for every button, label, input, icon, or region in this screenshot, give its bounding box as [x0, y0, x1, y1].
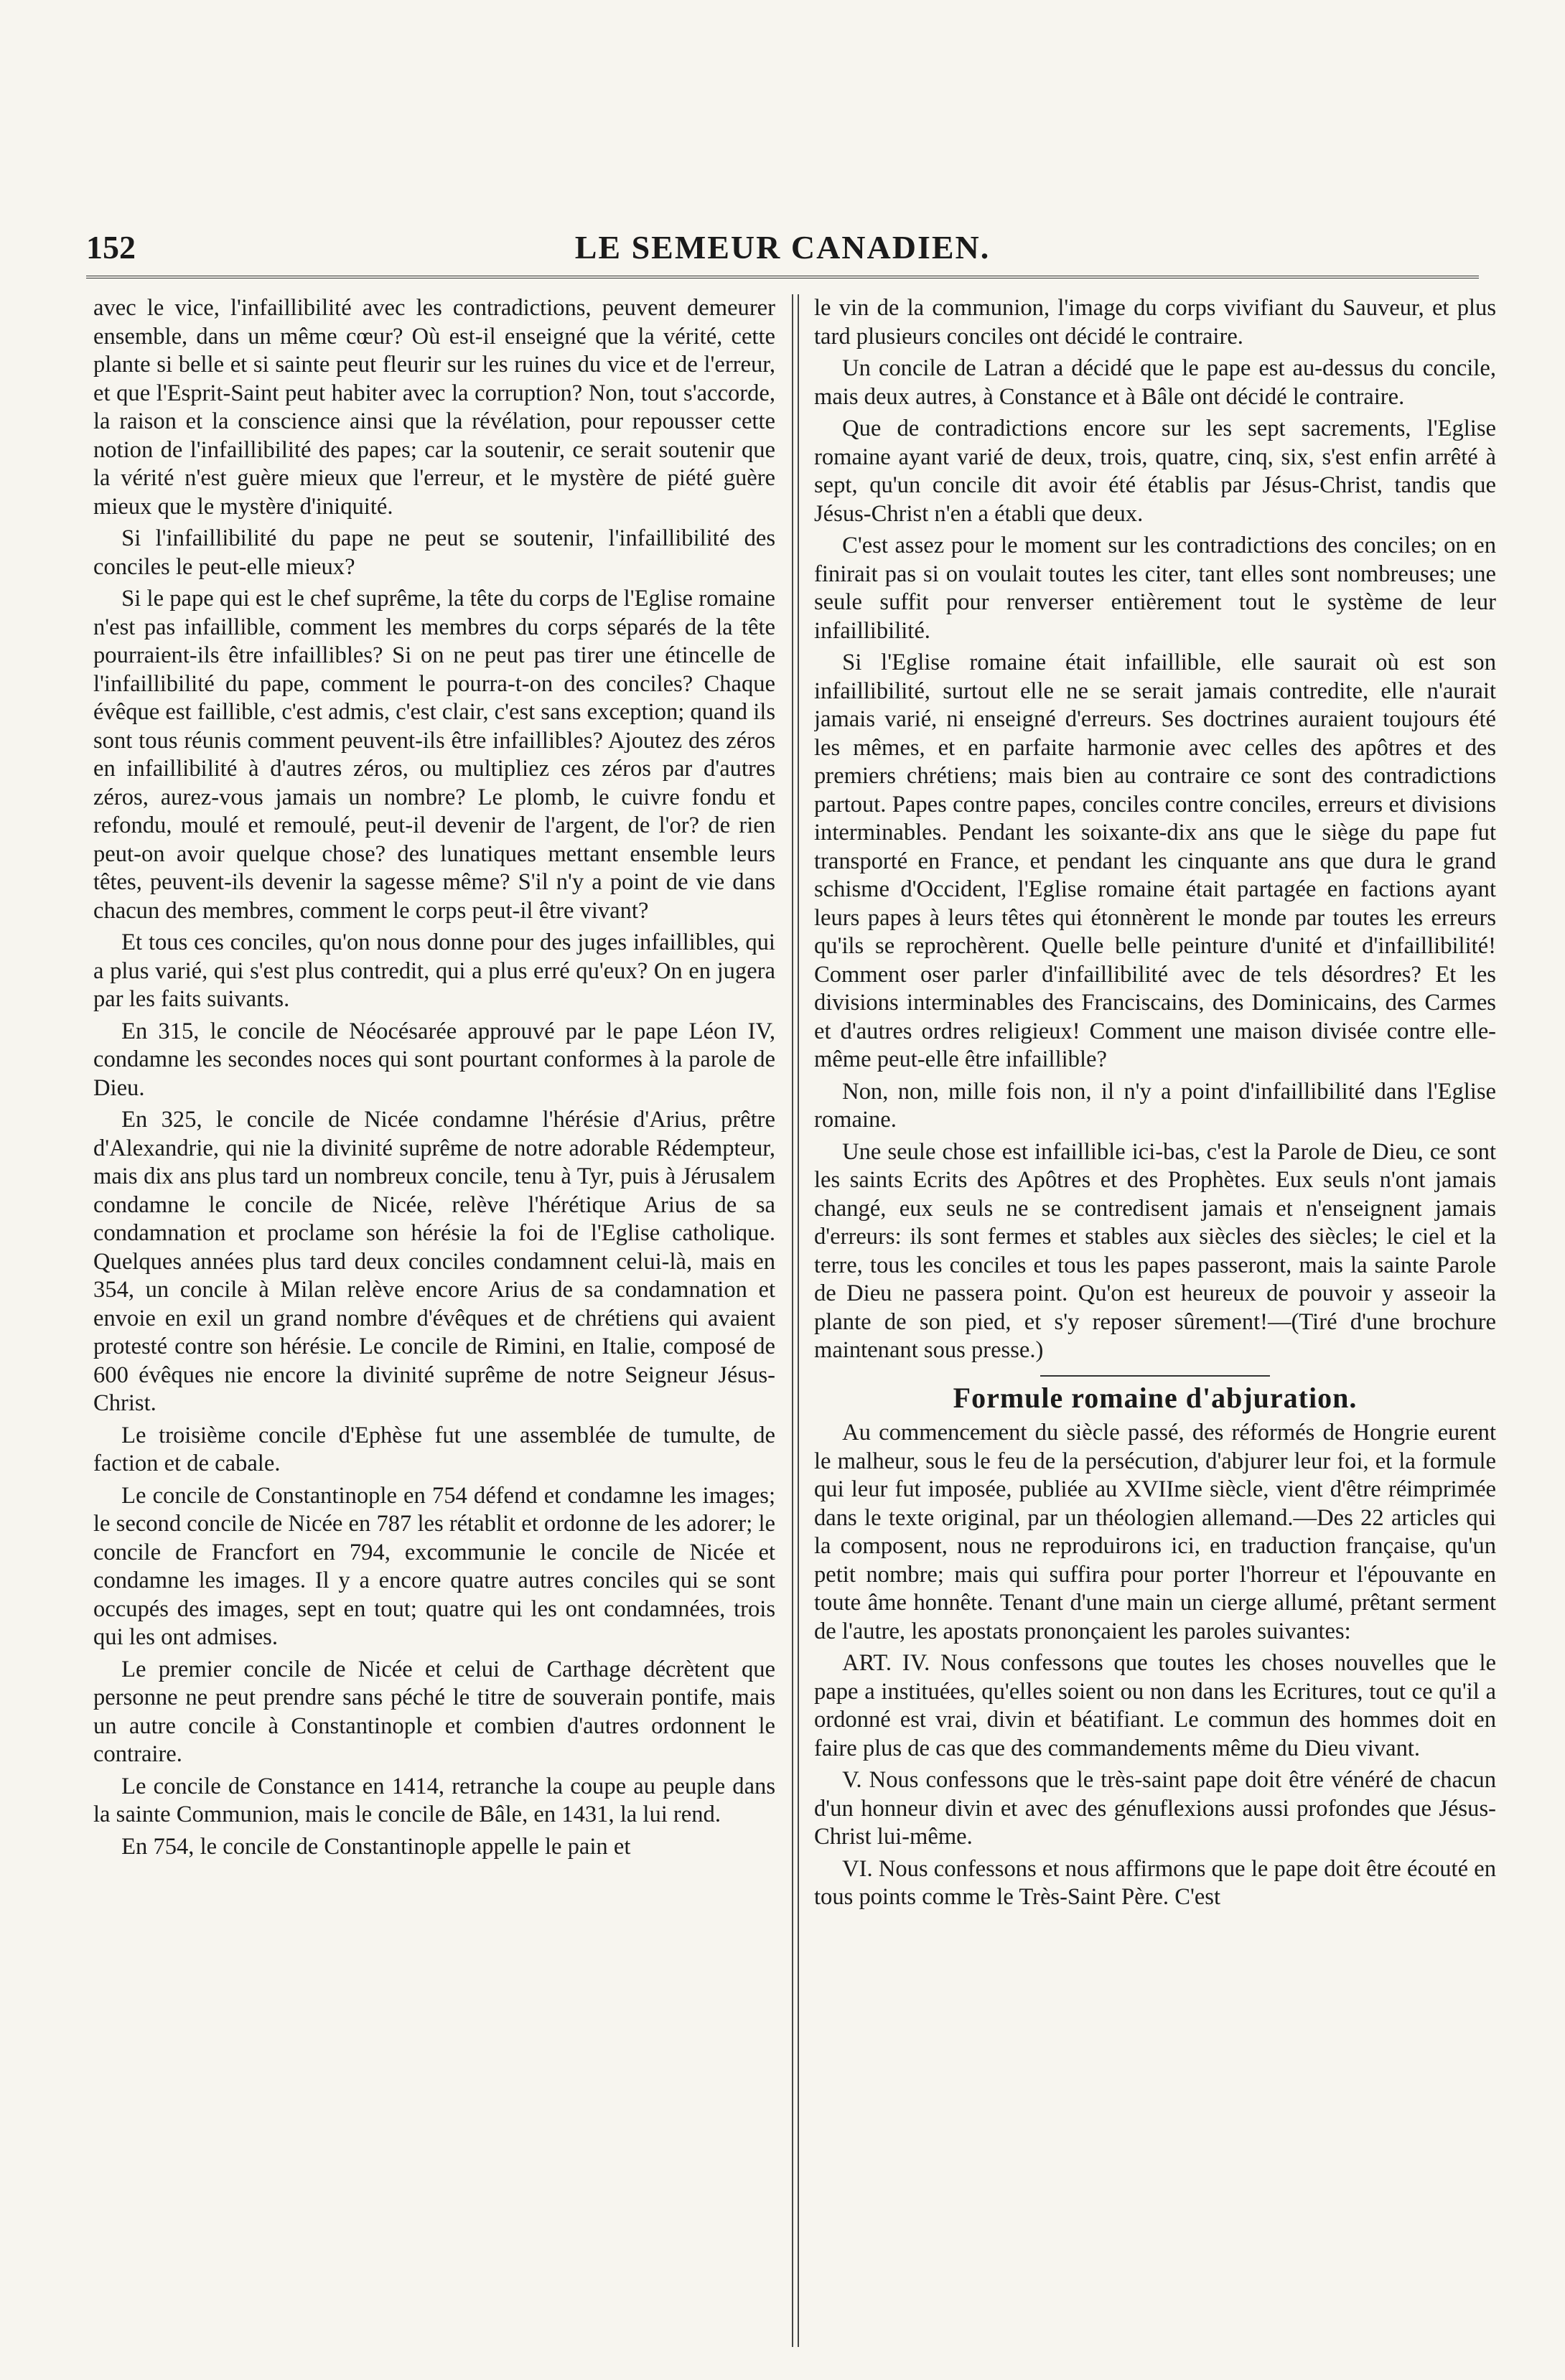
paragraph: Et tous ces conciles, qu'on nous donne pour des juges infaillibles, qui a plus varié, qui s'est plus contredit, qui a plus erré qu'eux? On en jugera par les faits suivants.: [93, 929, 775, 1012]
paragraph: VI. Nous confessons et nous affirmons que le pape doit être écouté en tous points comme le Très-Saint Père. C'est: [814, 1855, 1496, 1910]
paragraph: Si le pape qui est le chef suprême, la tête du corps de l'Eglise romaine n'est pas infaillible, comment les membres du corps séparés de la tête pourraient-ils être infaillibles? Si on ne peut pas tirer une étincelle de l'infaillibilité du pape, comment le pourra-t-on des conciles? Chaque évêque est faillible, c'est admis, c'est clair, c'est sans exception; quand ils sont tous réunis comment peuvent-ils être infaillibles? Ajoutez des zéros en infaillibilité à d'autres zéros, ou multipliez ces zéros par d'autres zéros, aurez-vous jamais un nombre? Le plomb, le cuivre fondu et refondu, moulé et remoulé, peut-il devenir de l'argent, de l'or? de rien peut-on avoir quelque chose? des lunatiques mettant ensemble leurs têtes, peuvent-ils devenir la sagesse même? S'il n'y a point de vie dans chacun des membres, comment le corps peut-il être vivant?: [93, 586, 775, 924]
page-header: [86, 228, 1479, 276]
paragraph: Une seule chose est infaillible ici-bas, c'est la Parole de Dieu, ce sont les saints Ecrits des Apôtres et des Prophètes. Eux seuls n'ont jamais changé, eux seuls ne se contredisent jamais et n'enseignent jamais d'erreurs: ils sont fermes et stables aux siècles des siècles; le ciel et la terre, tous les conciles et tous les papes passeront, mais la sainte Parole de Dieu ne passera point. Qu'on est heureux de pouvoir y asseoir la plante de son pied, et s'y reposer sûrement!—(Tiré d'une brochure maintenant sous presse.): [814, 1138, 1496, 1363]
section-rule: [1040, 1375, 1270, 1377]
right-column: [814, 294, 1496, 2354]
paragraph: Si l'Eglise romaine était infaillible, elle saurait où est son infaillibilité, surtout elle ne se serait jamais contredite, elle n'aurait jamais varié, ni enseigné d'erreurs. Ses doctrines auraient toujours été les mêmes, et en parfaite harmonie avec celles des apôtres et des premiers chrétiens; mais bien au contraire ce sont des contradictions partout. Papes contre papes, conciles contre conciles, erreurs et divisions interminables. Pendant les soixante-dix ans que le siège du pape fut transporté en France, et pendant les cinquante ans que dura le grand schisme d'Occident, l'Eglise romaine était partagée en factions ayant leurs papes à leurs têtes qui étonnèrent le monde par toutes les erreurs qu'ils se reprochèrent. Quelle belle peinture d'unité et d'infaillibilité! Comment oser parler d'infaillibilité avec de tels désordres? Et les divisions interminables des Franciscains, des Dominicains, des Carmes et d'autres ordres religieux! Comment une maison divisée contre elle-même peut-elle être infaillible?: [814, 650, 1496, 1072]
paragraph: En 754, le concile de Constantinople appelle le pain et: [121, 1833, 631, 1860]
paragraph: Non, non, mille fois non, il n'y a point d'infaillibilité dans l'Eglise romaine.: [814, 1078, 1496, 1133]
paragraph: Le concile de Constantinople en 754 défend et condamne les images; le second concile de Nicée en 787 les rétablit et ordonne de les adorer; le concile de Francfort en 794, excommunie le concile de Nicée et condamne les images. Il y a encore quatre autres conciles qui se sont occupés des images, sept en tout; quatre qui les ont condamnées, trois qui les ont admises.: [93, 1482, 775, 1650]
left-column: [93, 294, 775, 2354]
column-divider: [792, 294, 799, 2347]
paragraph: Le troisième concile d'Ephèse fut une assemblée de tumulte, de faction et de cabale.: [93, 1422, 775, 1476]
paragraph: avec le vice, l'infaillibilité avec les contradictions, peuvent demeurer ensemble, dans un même cœur? Où est-il enseigné que la vérité, cette plante si belle et si sainte peut fleurir sur les ruines du vice et de l'erreur, et que l'Esprit-Saint peut habiter avec la corruption? Non, tout s'accorde, la raison et la conscience ainsi que la révélation, pour repousser cette notion de l'infaillibilité des papes; car la soutenir, ce serait soutenir que la vérité n'est guère mieux que l'erreur, et le mystère de piété guère mieux que le mystère d'iniquité.: [93, 295, 775, 520]
paragraph: le vin de la communion, l'image du corps vivifiant du Sauveur, et plus tard plusieurs conciles ont décidé le contraire.: [814, 295, 1496, 350]
paragraph: En 315, le concile de Néocésarée approuvé par le pape Léon IV, condamne les secondes noces qui sont pourtant conformes à la parole de Dieu.: [93, 1018, 775, 1101]
paragraph: ART. IV. Nous confessons que toutes les choses nouvelles que le pape a instituées, qu'elles soient ou non dans les Ecritures, tout ce qu'il a ordonné est vrai, divin et béatifiant. Le commun des hommes doit en faire plus de cas que des commandements même du Dieu vivant.: [814, 1650, 1496, 1761]
paragraph: Que de contradictions encore sur les sept sacrements, l'Eglise romaine ayant varié de deux, trois, quatre, cinq, six, s'est enfin arrêté à sept, qu'un concile dit avoir été établis par Jésus-Christ, tandis que Jésus-Christ n'en a établi que deux.: [814, 416, 1496, 527]
paragraph: Le premier concile de Nicée et celui de Carthage décrètent que personne ne peut prendre sans péché le titre de souverain pontife, mais un autre concile à Constantinople et combien d'autres ordonnent le contraire.: [93, 1656, 775, 1767]
paragraph: Le concile de Constance en 1414, retranche la coupe au peuple dans la sainte Communion, mais le concile de Bâle, en 1431, la lui rend.: [93, 1773, 775, 1827]
paragraph: C'est assez pour le moment sur les contradictions des conciles; on en finirait pas si on voulait toutes les citer, tant elles sont nombreuses; une seule suffit pour renverser entièrement tout le système de leur infaillibilité.: [814, 533, 1496, 644]
paragraph: Si l'infaillibilité du pape ne peut se soutenir, l'infaillibilité des conciles le peut-elle mieux?: [93, 525, 775, 580]
section-title: Formule romaine d'abjuration.: [953, 1381, 1358, 1414]
page-number: 152: [86, 229, 136, 266]
paragraph: En 325, le concile de Nicée condamne l'hérésie d'Arius, prêtre d'Alexandrie, qui nie la divinité suprême de notre adorable Rédempteur, mais dix ans plus tard un nombreux concile, tenu à Tyr, puis à Jérusalem condamne le concile de Nicée, relève l'hérétique Arius de sa condamnation et proclame son hérésie la foi de l'Eglise catholique. Quelques années plus tard deux conciles condamnent celui-là, mais en 354, un concile à Milan relève encore Arius de sa condamnation et envoie en exil un grand nombre d'évêques et de chrétiens qui avaient protesté contre son hérésie. Le concile de Rimini, en Italie, composé de 600 évêques nie encore la divinité suprême de notre Seigneur Jésus-Christ.: [93, 1107, 775, 1416]
paragraph: V. Nous confessons que le très-saint pape doit être vénéré de chacun d'un honneur divin et avec des génuflexions aussi profondes que Jésus-Christ lui-même.: [814, 1767, 1496, 1850]
journal-title: LE SEMEUR CANADIEN.: [574, 229, 991, 266]
paragraph: Un concile de Latran a décidé que le pape est au-dessus du concile, mais deux autres, à Constance et à Bâle ont décidé le contraire.: [814, 355, 1496, 410]
paragraph: Au commencement du siècle passé, des réformés de Hongrie eurent le malheur, sous le feu de la persécution, d'abjurer leur foi, et la formule qui leur fut imposée, publiée au XVIIme siècle, vient d'être réimprimée dans le texte original, par un théologien allemand.—Des 22 articles qui la composent, nous ne reproduirons ici, en traduction française, qu'un petit nombre; mais qui suffira pour porter l'horreur et l'épouvante en toute âme honnête. Tenant d'une main un cierge allumé, prêtant serment de l'autre, les apostats prononçaient les paroles suivantes:: [814, 1420, 1496, 1644]
header-rule: [86, 276, 1479, 278]
